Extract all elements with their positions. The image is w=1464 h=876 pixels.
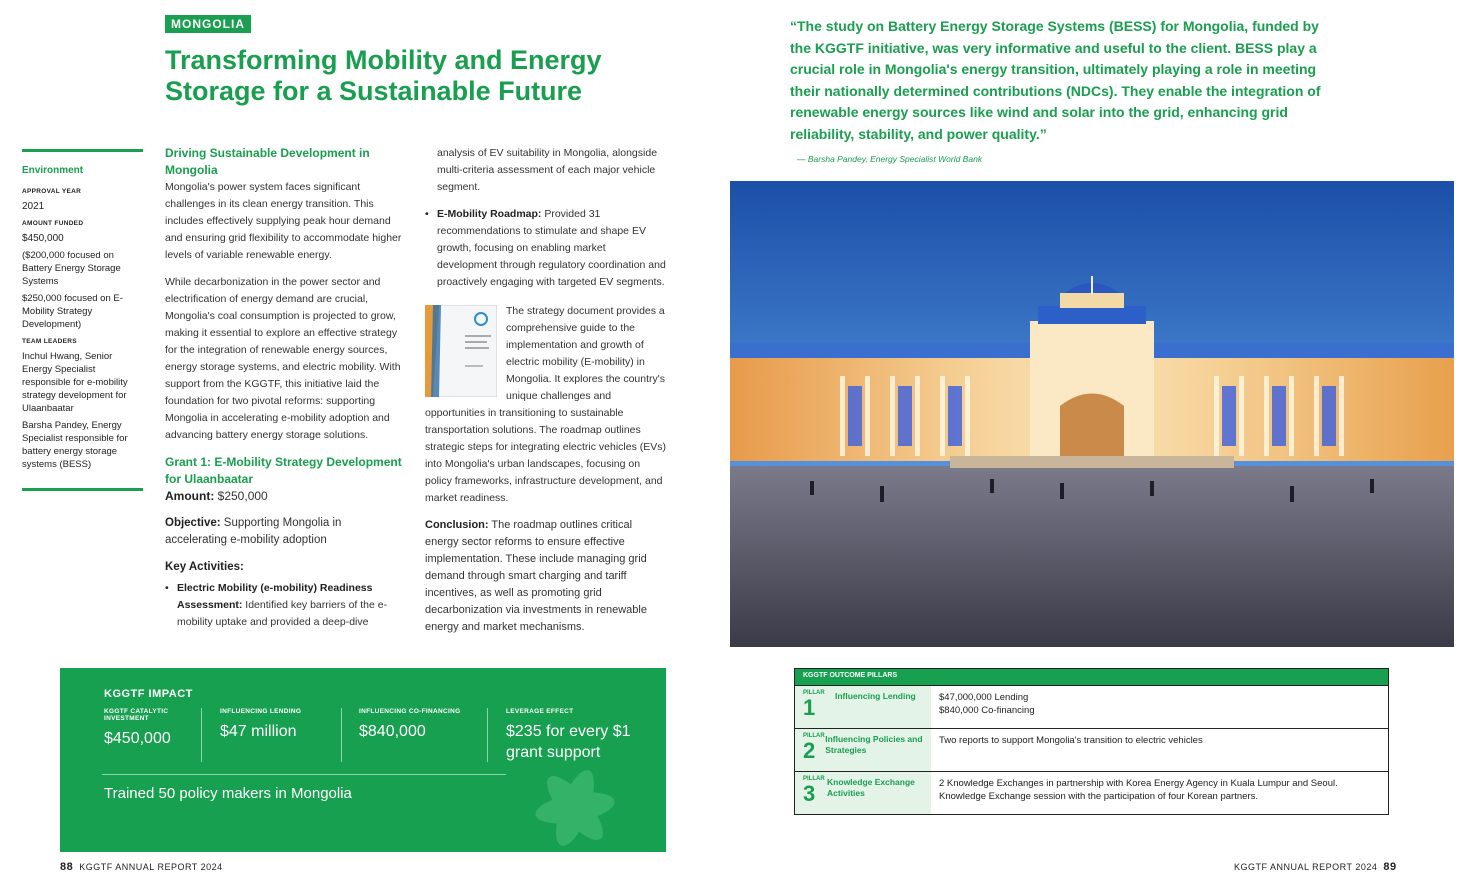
pillar-digit: 3 <box>803 781 816 806</box>
bullet-text: Identified key barriers of the e-mobility uptake and provided a deep-dive <box>177 599 388 628</box>
amount-funded: $450,000 <box>22 233 64 244</box>
document-cover-icon <box>425 305 497 397</box>
grant-heading: Grant 1: E-Mobility Strategy Development for Ulaanbaatar <box>165 455 402 486</box>
quote-attribution: — Barsha Pandey, Energy Specialist World Bank <box>797 154 983 164</box>
body-paragraph: Mongolia's power system faces significant challenges in its clean energy transition. This includes effectively supplying peak hour demand and ensuring grid flexibility to accommodate higher levels of variable renewable energy. <box>165 181 402 261</box>
impact-metric <box>506 708 646 763</box>
table-header: KGGTF OUTCOME PILLARS <box>795 669 1388 685</box>
pillar-name: Knowledge Exchange Activities <box>827 777 915 798</box>
pillar-cell <box>795 686 931 728</box>
bullet-title: Electric Mobility (e-mobility) Readiness Assessment: <box>177 582 373 611</box>
list-item <box>425 206 667 291</box>
list-item <box>165 580 405 631</box>
outcome-line: $840,000 Co-financing <box>939 705 1035 716</box>
team-leader: Barsha Pandey, Energy Specialist responsible for battery energy storage systems (BESS) <box>22 420 128 470</box>
metric-value: $47 million <box>220 723 297 740</box>
outcome-line: $47,000,000 Lending <box>939 692 1029 703</box>
page-title: Transforming Mobility and Energy Storage for a Sustainable Future <box>165 45 602 106</box>
project-sidebar <box>22 164 144 475</box>
flower-watermark-icon <box>500 758 650 852</box>
sector-label: Environment <box>22 165 84 176</box>
kggtf-impact-panel <box>60 668 666 852</box>
pillar-label: PILLAR <box>803 733 825 739</box>
pillar-digit: 1 <box>803 695 816 720</box>
approval-year: 2021 <box>22 201 45 212</box>
metric-value: $450,000 <box>104 730 171 747</box>
body-paragraph: While decarbonization in the power sector and electrification of energy demand are crucial, Mongolia's coal consumption is projected to grow, making it essential to explore an effective strategy for the integration of renewable energy sources, energy storage systems, and electric mobility. With support from the KGGTF, this initiative laid the foundation for two pivotal reforms: supporting Mongolia in accelerating e-mobility adoption and advancing battery energy storage solutions. <box>165 276 401 441</box>
pillar-number <box>803 690 835 724</box>
outcome-line: Two reports to support Mongolia's transition to electric vehicles <box>939 735 1203 746</box>
pillar-label: PILLAR <box>803 776 825 782</box>
body-paragraph: analysis of EV suitability in Mongolia, alongside multi-criteria assessment of each major vehicle segment. <box>437 147 658 193</box>
pillar-label: PILLAR <box>803 690 825 696</box>
pillar-cell <box>795 772 931 814</box>
impact-metric <box>220 708 340 742</box>
impact-metric <box>359 708 489 742</box>
outcome-pillars-table <box>794 668 1389 815</box>
page-footer-right <box>1234 861 1397 873</box>
pillar-digit: 2 <box>803 738 816 763</box>
objective-value: Supporting Mongolia in accelerating e-mobility adoption <box>165 517 342 546</box>
page-footer-left <box>60 861 223 873</box>
footer-label: KGGTF ANNUAL REPORT 2024 <box>79 862 223 872</box>
amount-label: Amount: <box>165 489 215 503</box>
pillar-name: Influencing Lending <box>835 691 916 701</box>
sidebar-bottom-rule <box>22 488 143 491</box>
impact-title: KGGTF IMPACT <box>104 688 193 700</box>
divider <box>487 708 488 762</box>
body-column-1 <box>165 145 405 631</box>
metric-label: INFLUENCING LENDING <box>220 708 302 715</box>
table-row <box>795 685 1388 728</box>
amount-funded-label: AMOUNT FUNDED <box>22 220 84 227</box>
team-leaders-label: TEAM LEADERS <box>22 338 77 345</box>
objective-label: Objective: <box>165 517 221 529</box>
bullet-text: Provided 31 recommendations to stimulate and shape EV growth, focusing on enabling market development through regulatory coordination and proactively engaging with targeted EV segments. <box>437 208 666 288</box>
metric-label: LEVERAGE EFFECT <box>506 708 574 715</box>
section-heading: Driving Sustainable Development in Mongolia <box>165 146 370 177</box>
conclusion-label: Conclusion: <box>425 519 489 531</box>
divider <box>102 774 506 775</box>
outcome-line: Knowledge Exchange session with the participation of four Korean partners. <box>939 791 1258 802</box>
metric-value: $840,000 <box>359 723 426 740</box>
amount-value: $250,000 <box>214 489 268 503</box>
key-activities-heading: Key Activities: <box>165 561 244 573</box>
amount-detail-emobility: $250,000 focused on E-Mobility Strategy Development) <box>22 293 123 330</box>
divider <box>201 708 202 762</box>
table-row <box>795 728 1388 771</box>
table-row <box>795 771 1388 814</box>
pillar-outcome <box>931 772 1388 814</box>
section-badge: MONGOLIA <box>165 15 251 33</box>
outcome-line: 2 Knowledge Exchanges in partnership with Korea Energy Agency in Kuala Lumpur and Seoul. <box>939 778 1338 789</box>
pillar-outcome <box>931 686 1388 728</box>
footer-label: KGGTF ANNUAL REPORT 2024 <box>1234 862 1378 872</box>
sidebar-top-rule <box>22 149 143 152</box>
pillar-number <box>803 776 827 810</box>
impact-metric <box>104 708 204 749</box>
government-palace-photo <box>730 181 1454 647</box>
document-description: The strategy document provides a comprehensive guide to the implementation and growth of electric mobility (E-mobility) in Mongolia. It explores the country's unique challenges and opportunities in transitioning to sustainable transportation solutions. The roadmap outlines strategic steps for integrating electric vehicles (EVs) into Mongolia's urban landscapes, focusing on policy frameworks, infrastructure development, and market readiness. <box>425 305 667 504</box>
pull-quote: “The study on Battery Energy Storage Systems (BESS) for Mongolia, funded by the KGGTF initiative, was very informative and useful to the client. BESS play a crucial role in Mongolia's energy transition, ultimately playing a role in meeting their nationally determined contributions (NDCs). They enable the integration of renewable energy sources like wind and solar into the grid, enhancing grid reliability, stability, and power quality.” <box>790 18 1321 142</box>
approval-year-label: APPROVAL YEAR <box>22 188 82 195</box>
team-leader: Inchul Hwang, Senior Energy Specialist responsible for e-mobility strategy development for Ulaanbaatar <box>22 351 128 414</box>
metric-label: KGGTF CATALYTIC INVESTMENT <box>104 708 169 722</box>
strategy-document-thumbnail <box>425 305 497 397</box>
pillar-outcome <box>931 729 1388 771</box>
amount-detail-bess: ($200,000 focused on Battery Energy Storage Systems <box>22 250 121 287</box>
page-number: 88 <box>60 861 74 873</box>
metric-value: $235 for every $1 grant support <box>506 723 631 761</box>
pillar-number <box>803 733 825 767</box>
trained-policy-makers: Trained 50 policy makers in Mongolia <box>104 785 352 802</box>
body-column-2 <box>425 145 667 646</box>
pillar-name: Influencing Policies and Strategies <box>825 734 923 755</box>
page-number: 89 <box>1383 861 1397 873</box>
conclusion-text: The roadmap outlines critical energy sector reforms to ensure effective implementation. These include managing grid demand through smart charging and tariff incentives, as well as promoting grid decarbonization via investments in renewable energy and market mechanisms. <box>425 519 647 633</box>
pillar-cell <box>795 729 931 771</box>
divider <box>341 708 342 762</box>
metric-label: INFLUENCING CO-FINANCING <box>359 708 461 715</box>
bullet-title: E-Mobility Roadmap: <box>437 208 542 220</box>
